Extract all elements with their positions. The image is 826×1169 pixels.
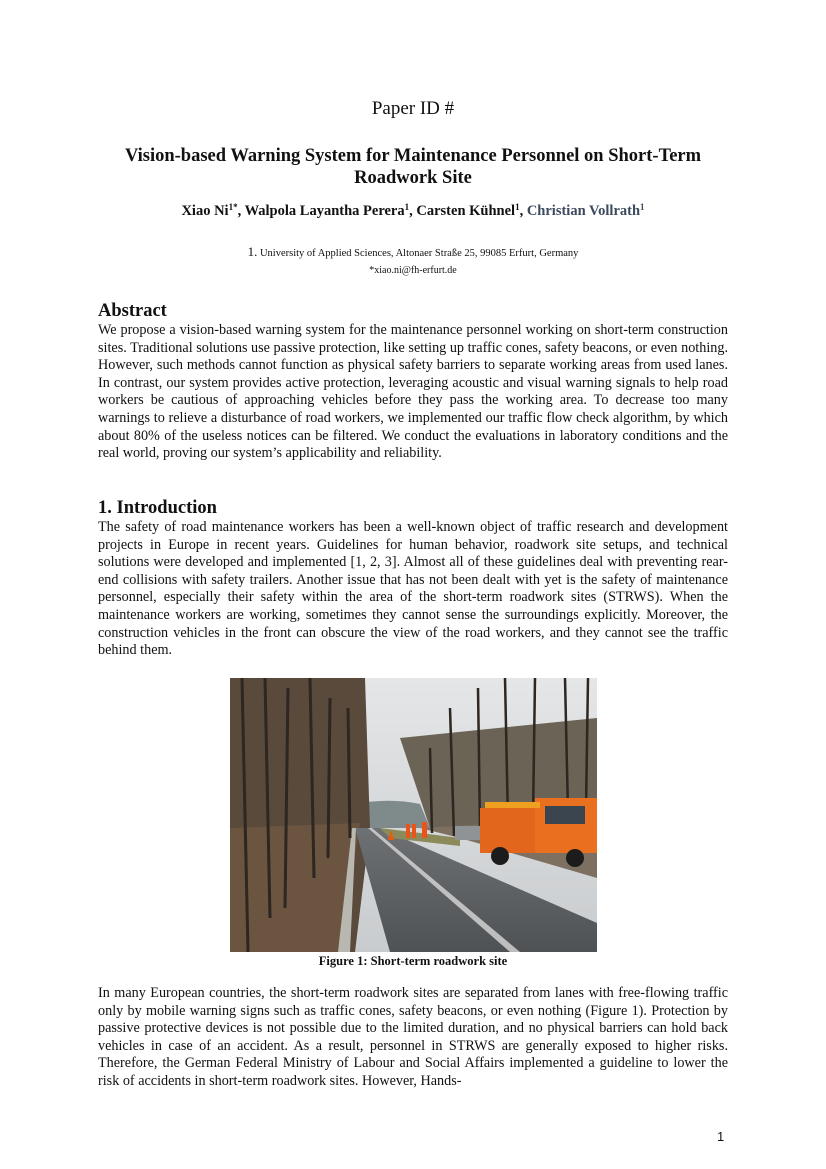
figure-1-caption: Figure 1: Short-term roadwork site [318, 954, 508, 968]
roadwork-site-photo [230, 678, 597, 952]
abstract-heading: Abstract [98, 301, 167, 321]
affiliation-text: University of Applied Sciences, Altonaer Straße 25, 99085 Erfurt, Germany [259, 248, 579, 259]
roadwork-photo-illustration [230, 678, 597, 952]
affiliation [0, 244, 826, 260]
introduction-paragraph-2: In many European countries, the short-term roadwork sites are separated from lanes with free-flowing traffic only by mobile warning signs such as traffic cones, safety beacons, or even nothing (Figure 1). Protection by passive protective devices is not possible due to the limited duration, and no physical barriers can hold back vehicles in case of an accident. As a result, personnel in STRWS are generally exposed to higher risks. Therefore, the German Federal Ministry of Labour and Social Affairs implemented a guideline to lower the risk of accidents in short-term roadwork sites. However, Hands- [98, 985, 728, 1089]
author-2: Walpola Layantha Perera$^1$, [244, 202, 417, 219]
author-list [0, 203, 826, 220]
affiliation-number: 1. [247, 244, 258, 259]
abstract-text: We propose a vision-based warning system for the maintenance personnel working on short-term construction sites. Traditional solutions use passive protection, like setting up traffic cones, safety beacons, or even nothing. However, such methods cannot function as physical safety barriers to separate working areas from used lanes. In contrast, our system provides active protection, leveraging acoustic and visual warning signals to help road workers be cautious of approaching vehicles before they pass the working area. To decrease too many warnings to relieve a disturbance of road workers, we implemented our traffic flow check algorithm, by which about 80% of the useless notices can be filtered. We conduct the evaluations in laboratory conditions and the real world, proving our system’s applicability and reliability. [98, 322, 728, 462]
introduction-heading: 1. Introduction [98, 498, 217, 518]
introduction-paragraph-1: The safety of road maintenance workers has been a well-known object of traffic research and development projects in Europe in recent years. Guidelines for human behavior, roadwork site setups, and technical solutions were developed and implemented [1, 2, 3]. Almost all of these guidelines deal with preventing rear-end collisions with safety trailers. Another issue that has not been dealt with yet is the safety of maintenance personnel, especially their safety within the area of the short-term roadwork sites (STRWS). When the maintenance workers are working, sometimes they cannot sense the surroundings explicitly. Moreover, the construction vehicles in the front can obscure the view of the road workers, and they cannot see the traffic behind them. [98, 519, 728, 659]
paper-id: Paper ID # [371, 98, 455, 119]
paper-title: Vision-based Warning System for Maintenance Personnel on Short-Term Roadwork Site [124, 146, 702, 188]
contact-email: *xiao.ni@fh-erfurt.de [369, 265, 457, 276]
page-number: 1 [717, 1129, 725, 1144]
author-3: Carsten Kühnel$^1$, [416, 202, 527, 219]
author-1: Xiao $Ni^{1*}$, [181, 202, 245, 219]
author-4[interactable]: Christian Vollrath$^1$ [526, 202, 645, 219]
